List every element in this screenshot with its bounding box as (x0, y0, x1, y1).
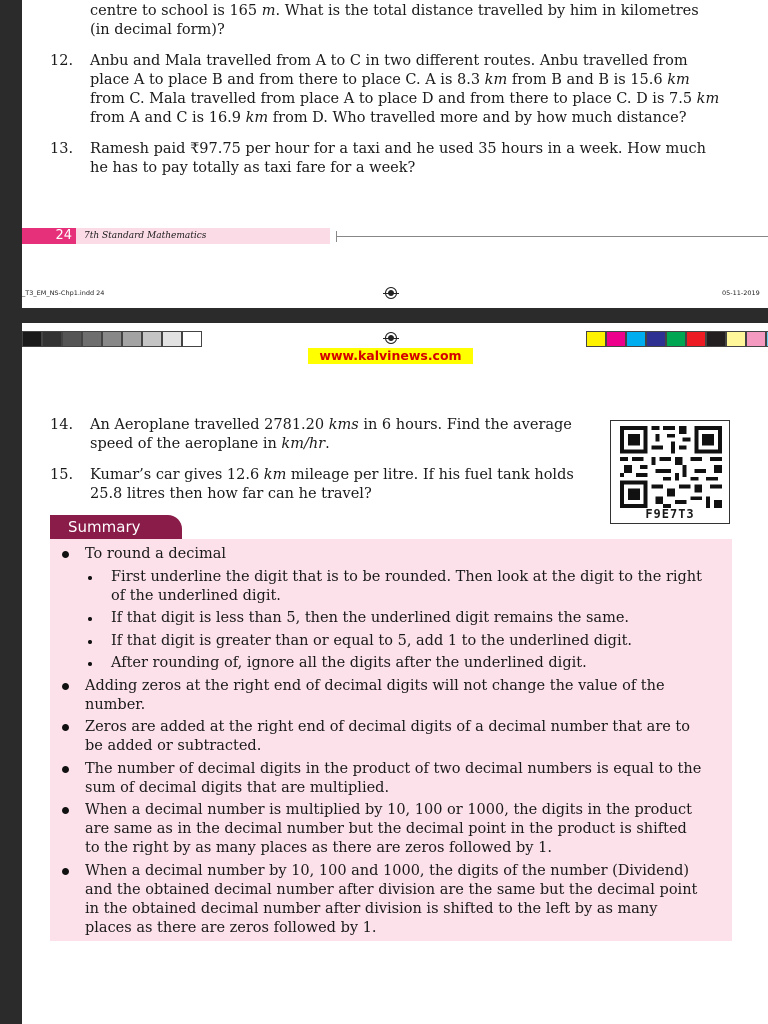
q15-number: 15. (50, 467, 74, 483)
q12-line-1: Anbu and Mala travelled from A to C in two different routes. Anbu travelled from (90, 53, 688, 69)
summary-box (50, 539, 732, 941)
gray-swatch (142, 331, 162, 347)
bullet-icon (62, 551, 69, 558)
sub-bullet-icon (88, 617, 92, 621)
sub-bullet-icon (88, 662, 92, 666)
color-swatch (726, 331, 746, 347)
color-swatch (686, 331, 706, 347)
page-number: 24 (22, 228, 76, 244)
q13-line-1: Ramesh paid ₹97.75 per hour for a taxi and he used 35 hours in a week. How much (90, 141, 707, 157)
summary-subitem-line: of the underlined digit. (111, 587, 281, 604)
summary-item-line: and the obtained decimal number after division are the same but the decimal point (85, 881, 698, 898)
color-swatch (706, 331, 726, 347)
summary-item-line: Zeros are added at the right end of decimal digits of a decimal number that are to (85, 719, 690, 735)
sub-bullet-icon (88, 640, 92, 644)
qr-code-label: F9E7T3 (645, 507, 695, 521)
summary-item-line: Adding zeros at the right end of decimal digits will not change the value of the (85, 677, 665, 694)
slug-date: 05-11-2019 (722, 289, 760, 297)
gray-swatch (182, 331, 202, 347)
q15-line-2: 25.8 litres then how far can he travel? (90, 486, 372, 502)
color-swatch (626, 331, 646, 347)
color-swatch (646, 331, 666, 347)
summary-item-line: sum of decimal digits that are multiplied. (85, 779, 390, 796)
q12-line-3: from C. Mala travelled from place A to place D and from there to place C. D is 7.5 km (90, 91, 720, 107)
color-swatch (666, 331, 686, 347)
page-separator-band (22, 308, 768, 323)
summary-subitem-line: First underline the digit that is to be rounded. Then look at the digit to the right (111, 568, 702, 585)
summary-item-line: To round a decimal (85, 546, 227, 562)
summary-item-line: are same as in the decimal number but the decimal point in the product is shifted (85, 821, 687, 837)
summary-item-line: be added or subtracted. (85, 738, 262, 754)
color-swatch (586, 331, 606, 347)
q11-line-1: centre to school is 165 m. What is the total distance travelled by him in kilometres (90, 3, 699, 19)
bullet-icon (62, 766, 69, 773)
bullet-icon (62, 724, 69, 731)
summary-subitem-line: After rounding of, ignore all the digits after the underlined digit. (111, 655, 587, 671)
color-swatch (606, 331, 626, 347)
q13-line-2: he has to pay totally as taxi fare for a week? (90, 160, 416, 176)
summary-item-line: places as there are zeros followed by 1. (85, 919, 377, 936)
process-color-bar (586, 331, 768, 347)
summary-item-line: When a decimal number by 10, 100 and 1000, the digits of the number (Dividend) (85, 862, 690, 879)
summary-item-line: The number of decimal digits in the product of two decimal numbers is equal to the (85, 760, 702, 777)
website-watermark: www.kalvinews.com (308, 348, 473, 364)
gray-color-bar (22, 331, 202, 347)
footer-rule (336, 236, 768, 237)
summary-subitem-line: If that digit is less than 5, then the underlined digit remains the same. (111, 610, 630, 626)
q12-number: 12. (50, 53, 74, 69)
summary-subitem-line: If that digit is greater than or equal to 5, add 1 to the underlined digit. (111, 632, 633, 649)
gray-swatch (82, 331, 102, 347)
bullet-icon (62, 683, 69, 690)
summary-item-line: When a decimal number is multiplied by 10, 100 or 1000, the digits in the product (85, 802, 692, 818)
summary-item-line: number. (85, 696, 146, 713)
gray-swatch (42, 331, 62, 347)
q14-number: 14. (50, 417, 74, 433)
qr-code-icon (619, 426, 723, 508)
q15-line-1: Kumar’s car gives 12.6 km mileage per litre. If his fuel tank holds (90, 467, 574, 483)
registration-mark-icon (385, 287, 397, 299)
gray-swatch (162, 331, 182, 347)
color-swatch (746, 331, 766, 347)
q12-line-2: place A to place B and from there to place C. A is 8.3 km from B and B is 15.6 km (90, 72, 690, 88)
q12-line-4: from A and C is 16.9 km from D. Who travelled more and by how much distance? (90, 110, 687, 126)
qr-code-box[interactable] (610, 420, 730, 524)
sub-bullet-icon (88, 576, 92, 580)
gray-swatch (22, 331, 42, 347)
summary-item-line: to the right by as many places as there are zeros followed by 1. (85, 840, 552, 856)
q11-line-2: (in decimal form)? (90, 22, 225, 38)
book-title: 7th Standard Mathematics (84, 231, 207, 241)
summary-item-line: in the obtained decimal number after division is shifted to the left by as many (85, 900, 658, 917)
gray-swatch (102, 331, 122, 347)
summary-heading: Summary (50, 515, 182, 539)
gray-swatch (62, 331, 82, 347)
q14-line-2: speed of the aeroplane in km/hr. (90, 436, 330, 452)
q13-number: 13. (50, 141, 74, 157)
bullet-icon (62, 807, 69, 814)
left-edge-bar (0, 0, 22, 1024)
gray-swatch (122, 331, 142, 347)
registration-mark-icon (385, 332, 397, 344)
bullet-icon (62, 868, 69, 875)
q14-line-1: An Aeroplane travelled 2781.20 kms in 6 hours. Find the average (90, 417, 572, 433)
slug-filename: _T3_EM_NS-Chp1.indd 24 (22, 289, 105, 297)
